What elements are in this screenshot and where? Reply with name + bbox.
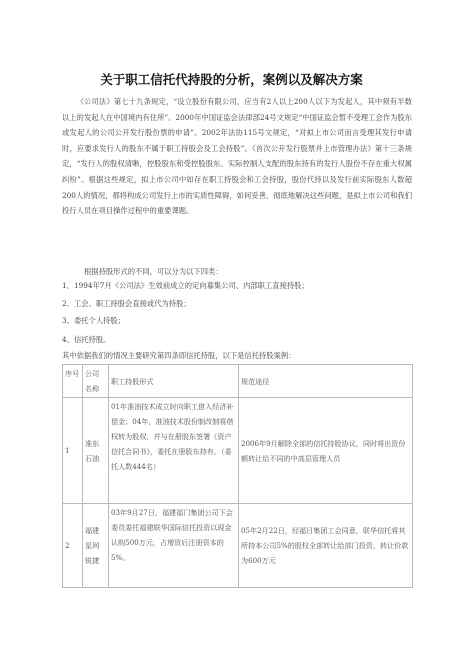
row-no: 2: [63, 504, 83, 588]
row-company: 准东石油: [83, 398, 109, 504]
case-table: [62, 364, 413, 588]
row-company: 福建星网锐捷: [83, 504, 109, 588]
row-path: 2006年9月解除全部的信托持股协议，同时将出资份额转让给不同的中高层管理人员: [239, 398, 413, 504]
table-row: [63, 504, 413, 588]
document-title: 关于职工信托代持股的分析，案例以及解决方案: [100, 72, 363, 87]
row-path: 05年2月22日，经福日集团工会同意，联华信托将其所持本公司5%的股权全部转让给部门投资，转让价款为600万元: [239, 504, 413, 588]
row-no: 1: [63, 398, 83, 504]
row-form: 03年9月27日，福建福门集团公司下会委员委托福建联华国际信托投资以现金认购500万元，占增资后注册资本的5%。: [109, 504, 239, 588]
header-company: 公司名称: [83, 365, 109, 398]
types-intro: 根据持股形式的不同，可以分为以下四类：: [84, 267, 223, 276]
intro-paragraph: 《公司法》第七十九条规定，“设立股份有限公司，应当有2人以上200人以下为发起人，其中须有半数以上的发起人在中国境内有住所”。2000年中国证监会法律部24号文规定“中国证监会暂不受理工会作为股东或发起人的公司公开发行股份票的申请”。2002年法协115号文规定，“对拟上市公司而言受理其发行申请时，应要求发行人的股东不属于职工持股会及工会持股”。《首次公开发行股票并上市管理办法》第十三条规定，“发行人的股权清晰，控股股东和受控股股东、实际控制人支配的股东持有的发行人股份不存在重大权属纠纷”。根据这些规定，拟上市公司中如存在职工持股会和工会持股，股份代持以及发行前实际股东人数超200人的情况，都将构成公司发行上市的实质性障碍，如何妥善、彻底地解决这些问题，是拟上市公司和我们投行人员在项目操作过程中的重要课题。: [62, 97, 412, 216]
table-row: [63, 398, 413, 504]
type-item-4: 4、信托持股。: [62, 335, 111, 344]
type-item-2: 2、工会、职工持股会直接或代为持股；: [62, 299, 191, 308]
type-item-3: 3、委托个人持股；: [62, 316, 126, 325]
header-no: 序号: [63, 365, 83, 398]
header-path: 规范途径: [239, 365, 413, 398]
table-intro: 其中依据我们的情况主要研究第四条即信托持股，以下是信托持股案例：: [62, 351, 296, 360]
header-form: 职工持股形式: [109, 365, 239, 398]
type-item-1: 1、1994年7月《公司法》生效前成立的定向募集公司、内部职工直接持股；: [62, 281, 309, 290]
row-form: 01年准油技术成立时向职工借入经济补偿金；04年，准油技术股份制改制将借权转为股权，并与在册股东签署《资产信托合同书》，委托在册股东持有。（委托人数444名）: [109, 398, 239, 504]
table-header-row: [63, 365, 413, 398]
